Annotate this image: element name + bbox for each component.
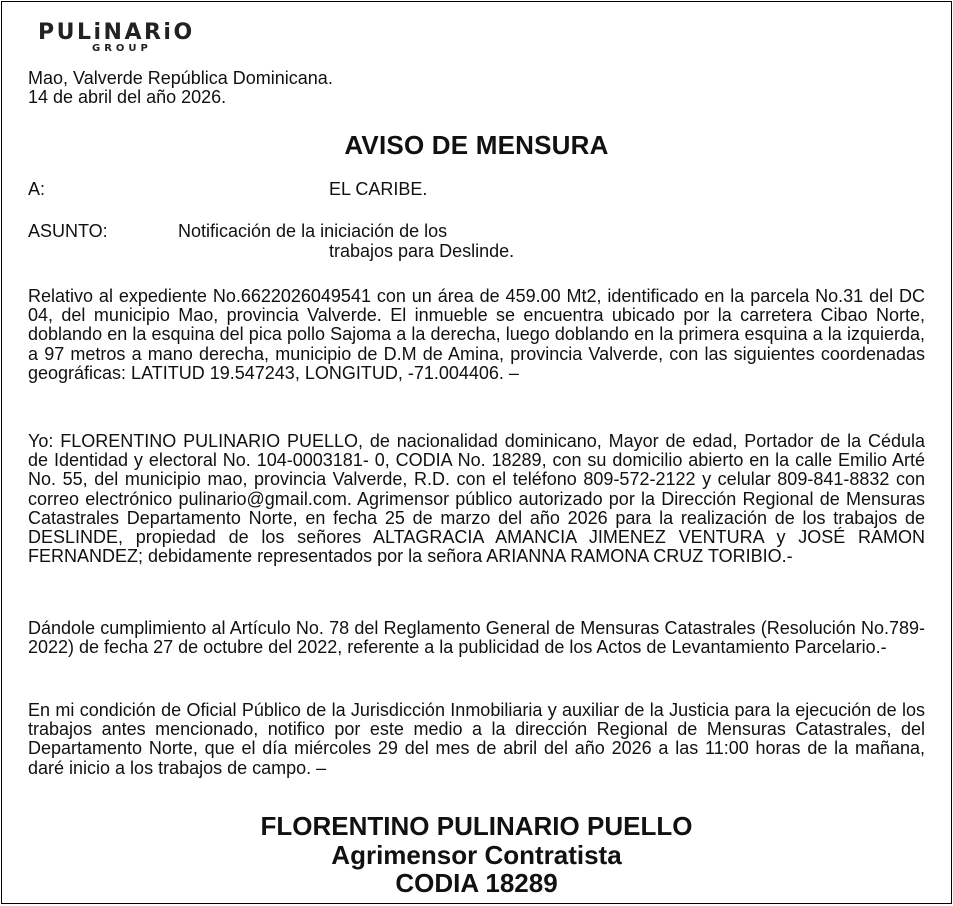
subject-line-1: Notificación de la iniciación de los bbox=[178, 221, 448, 241]
signature-role: Agrimensor Contratista bbox=[331, 840, 622, 870]
signature-name: FLORENTINO PULINARIO PUELLO bbox=[260, 811, 693, 841]
header-block bbox=[28, 69, 333, 107]
subject-line-2: trabajos para Deslinde. bbox=[329, 241, 515, 261]
paragraph-notification: En mi condición de Oficial Público de la Jurisdicción Inmobiliaria y auxiliar de la Justicia para la ejecución de los trabajos antes mencionado, notifico por este medio a la dirección Regional de Mensuras Catastrales, del Departamento Norte, que el día miércoles 29 del mes de abril del año 2026 a las 11:00 horas de la mañana, daré inicio a los trabajos de campo. – bbox=[28, 700, 925, 778]
to-label: A: bbox=[28, 179, 46, 199]
to-value: EL CARIBE. bbox=[329, 179, 428, 199]
company-logo bbox=[38, 22, 238, 62]
logo-wordmark: PULiNARiO bbox=[38, 20, 195, 45]
header-place: Mao, Valverde República Dominicana. bbox=[28, 68, 333, 88]
document-title: AVISO DE MENSURA bbox=[344, 130, 609, 160]
paragraph-property: Relativo al expediente No.6622026049541 con un área de 459.00 Mt2, identificado en la parcela No.31 del DC 04, del municipio Mao, provincia Valverde. El inmueble se encuentra ubicado por la carretera Cibao Norte, doblando en la esquina del pica pollo Sajoma a la derecha, luego doblando en la primera esquina a la izquierda, a 97 metros a mano derecha, municipio de D.M de Amina, provincia Valverde, con las siguientes coordenadas geográficas: LATITUD 19.547243, LONGITUD, -71.004406. – bbox=[28, 286, 925, 383]
signature-codia: CODIA 18289 bbox=[395, 868, 558, 898]
subject-label: ASUNTO: bbox=[28, 221, 108, 241]
logo-subtitle: GROUP bbox=[92, 43, 152, 54]
header-date: 14 de abril del año 2026. bbox=[28, 87, 227, 107]
paragraph-regulation: Dándole cumplimiento al Artículo No. 78 del Reglamento General de Mensuras Catastrales (Resolución No.789-2022) de fecha 27 de octubre del 2022, referente a la publicidad de los Actos de Levantamiento Parcelario.- bbox=[28, 618, 925, 658]
paragraph-surveyor: Yo: FLORENTINO PULINARIO PUELLO, de nacionalidad dominicano, Mayor de edad, Portador de la Cédula de Identidad y electoral No. 104-0003181- 0, CODIA No. 18289, con su domicilio abierto en la calle Emilio Arté No. 55, del municipio mao, provincia Valverde, R.D. con el teléfono 809-572-2122 y celular 809-841-8832 con correo electrónico pulinario@gmail.com. Agrimensor público autorizado por la Dirección Regional de Mensuras Catastrales Departamento Norte, en fecha 25 de marzo del año 2026 para la realización de los trabajos de DESLINDE, propiedad de los señores ALTAGRACIA AMANCIA JIMENEZ VENTURA y JOSÉ RAMON FERNANDEZ; debidamente representados por la señora ARIANNA RAMONA CRUZ TORIBIO.- bbox=[28, 431, 925, 567]
notice-page bbox=[1, 1, 952, 904]
